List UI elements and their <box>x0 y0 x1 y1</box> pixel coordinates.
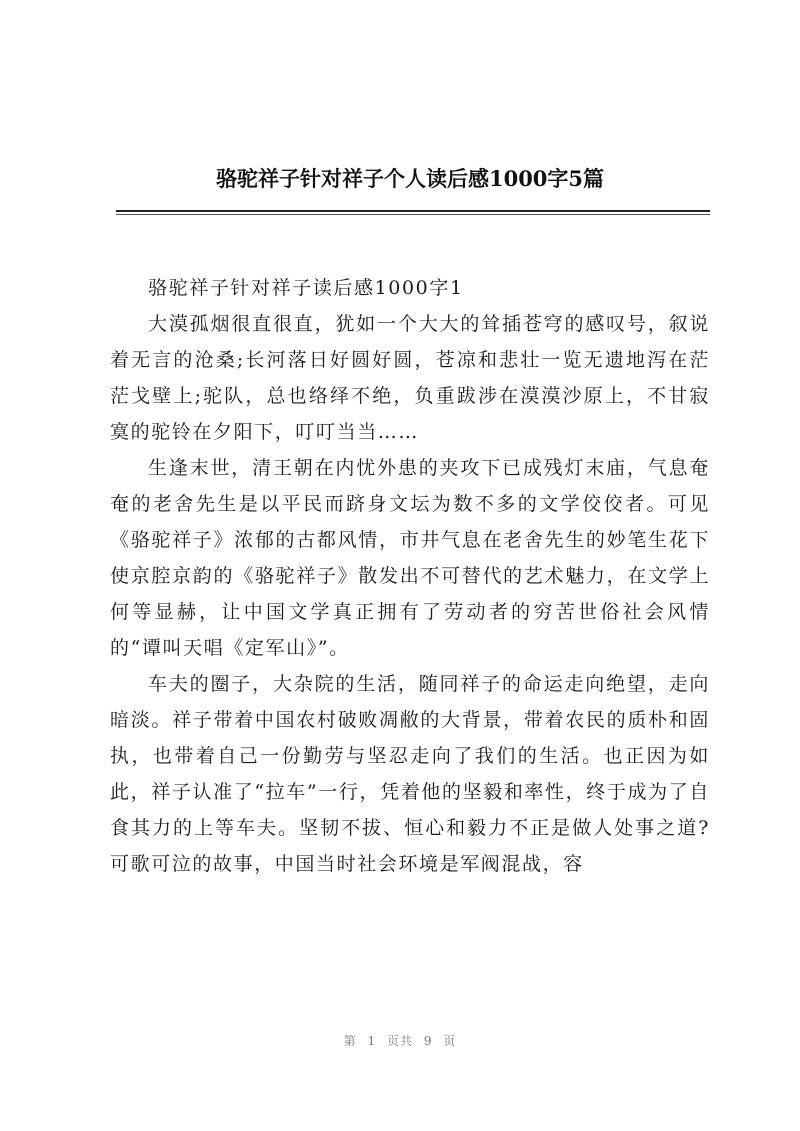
paragraph: 大漠孤烟很直很直，犹如一个大大的耸插苍穹的感叹号，叙说着无言的沧桑;长河落日好圆好圆，苍凉和悲壮一览无遗地泻在茫茫戈壁上;驼队，总也络绎不绝，负重跋涉在漠漠沙原上，不甘寂寞的驼铃在夕阳下，叮叮当当…… <box>110 313 710 443</box>
section-heading: 骆驼祥子针对祥子读后感1000字1 <box>148 277 464 299</box>
title-divider-thin <box>116 214 710 215</box>
document-body <box>110 270 710 882</box>
paragraph: 生逢末世，清王朝在内忧外患的夹攻下已成残灯末庙，气息奄奄的老舍先生是以平民而跻身文坛为数不多的文学佼佼者。可见《骆驼祥子》浓郁的古都风情，市井气息在老舍先生的妙笔生花下使京腔京韵的《骆驼祥子》散发出不可替代的艺术魅力，在文学上何等显赫，让中国文学真正拥有了劳动者的穷苦世俗社会风情的“谭叫天唱《定军山》”。 <box>110 457 710 659</box>
footer-page-number: 1 <box>367 1034 377 1048</box>
footer-middle: 页共 <box>386 1034 413 1048</box>
document-title: 骆驼祥子针对祥子个人读后感1000字5篇 <box>215 166 605 191</box>
footer-suffix: 页 <box>443 1034 457 1048</box>
page-number-footer <box>0 1032 800 1049</box>
footer-prefix: 第 <box>343 1034 357 1048</box>
footer-total-pages: 9 <box>423 1034 433 1048</box>
title-divider-thick <box>116 210 710 212</box>
paragraph: 车夫的圈子，大杂院的生活，随同祥子的命运走向绝望，走向暗淡。祥子带着中国农村破败凋敝的大背景，带着农民的质朴和固执，也带着自己一份勤劳与坚忍走向了我们的生活。也正因为如此，祥子认准了“拉车”一行，凭着他的坚毅和率性，终于成为了自食其力的上等车夫。坚韧不拔、恒心和毅力不正是做人处事之道?可歌可泣的故事，中国当时社会环境是军阀混战，容 <box>110 673 710 875</box>
